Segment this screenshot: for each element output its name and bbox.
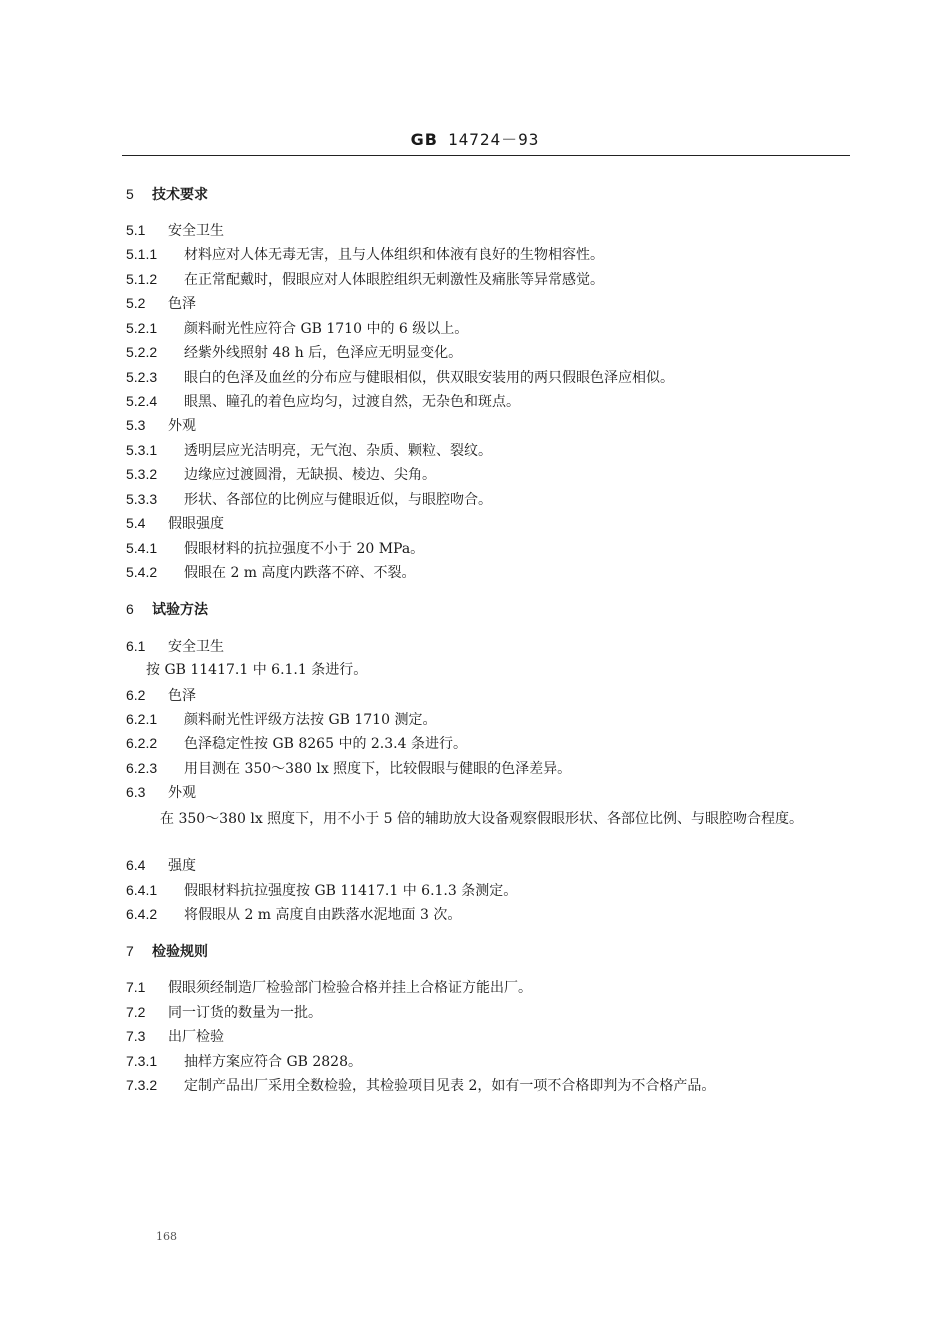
section-7-heading: 7 检验规则: [126, 943, 208, 960]
clause-5-2: 5.2 色泽: [126, 295, 196, 312]
clause-5-4-2: 5.4.2 假眼在 2 m 高度内跌落不碎、不裂。: [126, 564, 416, 581]
clause-6-4-2: 6.4.2 将假眼从 2 m 高度自由跌落水泥地面 3 次。: [126, 906, 462, 923]
clause-5-3: 5.3 外观: [126, 417, 196, 434]
clause-6-4-1: 6.4.1 假眼材料抗拉强度按 GB 11417.1 中 6.1.3 条测定。: [126, 882, 518, 899]
clause-5-2-4: 5.2.4 眼黑、瞳孔的着色应均匀，过渡自然，无杂色和斑点。: [126, 393, 520, 410]
header-gb: GB: [410, 130, 438, 149]
clause-5-3-3: 5.3.3 形状、各部位的比例应与健眼近似，与眼腔吻合。: [126, 491, 492, 508]
clause-5-3-1: 5.3.1 透明层应光洁明亮，无气泡、杂质、颗粒、裂纹。: [126, 442, 492, 459]
clause-6-2-3: 6.2.3 用目测在 350～380 lx 照度下，比较假眼与健眼的色泽差异。: [126, 760, 572, 777]
clause-6-2: 6.2 色泽: [126, 687, 196, 704]
clause-5-3-2: 5.3.2 边缘应过渡圆滑，无缺损、棱边、尖角。: [126, 466, 436, 483]
clause-5-2-2: 5.2.2 经紫外线照射 48 h 后，色泽应无明显变化。: [126, 344, 463, 361]
clause-6-1: 6.1 安全卫生: [126, 638, 224, 655]
section-6-heading: 6 试验方法: [126, 601, 208, 618]
standard-header: [0, 127, 950, 150]
clause-6-1-body: 按 GB 11417.1 中 6.1.1 条进行。: [146, 662, 368, 678]
clause-5-4-1: 5.4.1 假眼材料的抗拉强度不小于 20 MPa。: [126, 540, 425, 557]
clause-6-2-1: 6.2.1 颜料耐光性评级方法按 GB 1710 测定。: [126, 711, 437, 728]
page-number: 168: [156, 1230, 177, 1243]
clause-5-1-1: 5.1.1 材料应对人体无毒无害，且与人体组织和体液有良好的生物相容性。: [126, 246, 604, 263]
clause-7-1: 7.1 假眼须经制造厂检验部门检验合格并挂上合格证方能出厂。: [126, 979, 532, 996]
header-rule: [122, 155, 850, 156]
clause-7-2: 7.2 同一订货的数量为一批。: [126, 1004, 322, 1021]
clause-7-3-1: 7.3.1 抽样方案应符合 GB 2828。: [126, 1053, 363, 1070]
clause-6-2-2: 6.2.2 色泽稳定性按 GB 8265 中的 2.3.4 条进行。: [126, 735, 467, 752]
clause-7-3-2: 7.3.2 定制产品出厂采用全数检验，其检验项目见表 2，如有一项不合格即判为不合格产品。: [126, 1077, 716, 1094]
clause-6-3: 6.3 外观: [126, 784, 196, 801]
clause-7-3: 7.3 出厂检验: [126, 1028, 224, 1045]
clause-5-1-2: 5.1.2 在正常配戴时，假眼应对人体眼腔组织无刺激性及痛胀等异常感觉。: [126, 271, 604, 288]
clause-5-2-1: 5.2.1 颜料耐光性应符合 GB 1710 中的 6 级以上。: [126, 320, 469, 337]
section-5-heading: 5 技术要求: [126, 186, 208, 203]
clause-5-4: 5.4 假眼强度: [126, 515, 224, 532]
header-code: 14724－93: [447, 130, 540, 149]
clause-5-1: 5.1 安全卫生: [126, 222, 224, 239]
clause-6-3-body: 在 350～380 lx 照度下，用不小于 5 倍的辅助放大设备观察假眼形状、各部位比例、与眼腔吻合程度。: [160, 811, 803, 827]
clause-5-2-3: 5.2.3 眼白的色泽及血丝的分布应与健眼相似，供双眼安装用的两只假眼色泽应相似。: [126, 369, 674, 386]
clause-6-4: 6.4 强度: [126, 857, 196, 874]
